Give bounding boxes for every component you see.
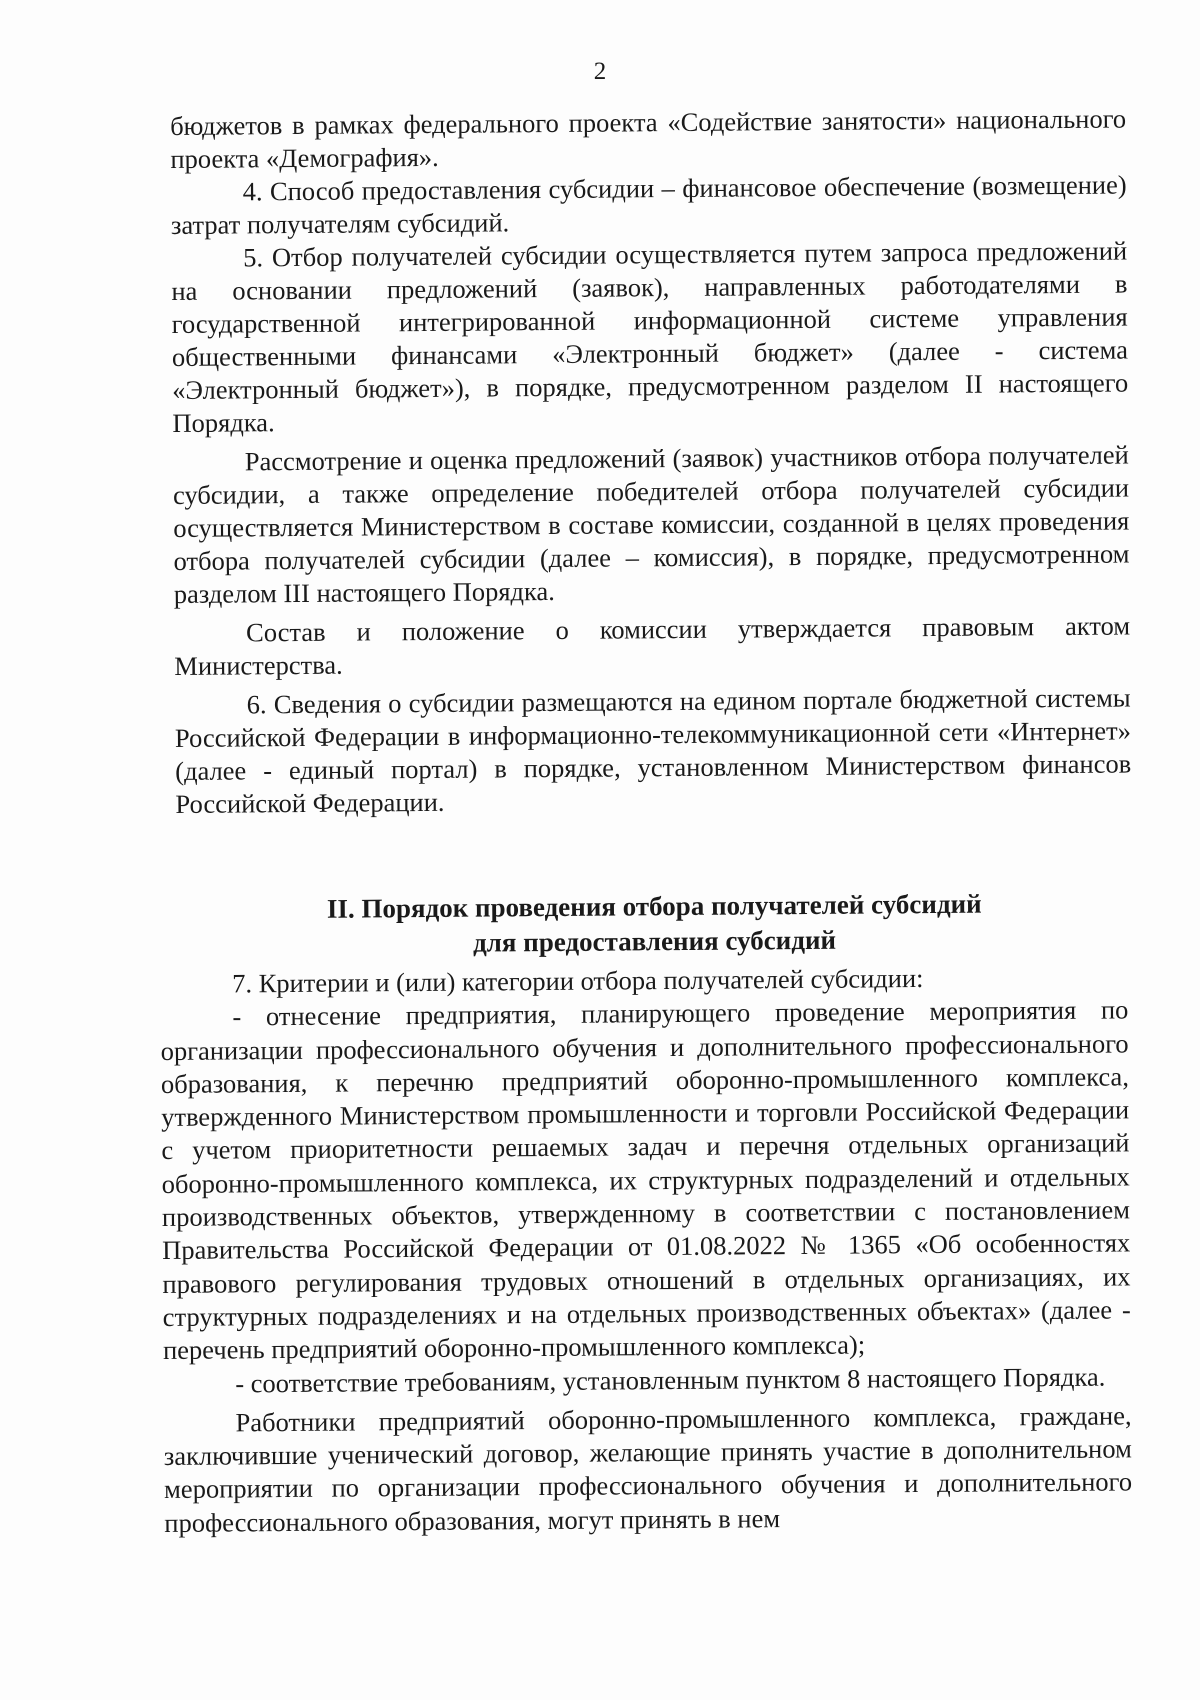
paragraph-item-5: 5. Отбор получателей субсидии осуществляется путем запроса предложений на основании предложений (заявок), направленных работодателями в государственной интегрированной информационной системе управления общественными финансами «Электронный бюджет» (далее - система «Электронный бюджет»), в порядке, предусмотренном разделом II настоящего Порядка. [171, 235, 1129, 438]
paragraph-criterion-2: - соответствие требованиям, установленным пунктом 8 настоящего Порядка. [235, 1361, 1106, 1398]
document-body-top [170, 102, 1133, 962]
paragraph-review: Рассмотрение и оценка предложений (заявок) участников отбора получателей субсидии, а также определение победителей отбора получателей субсидии осуществляется Министерством в составе комиссии, созданной в целях проведения отбора получателей субсидии (далее – комиссия), в порядке, предусмотренном разделом III настоящего Порядка. [172, 439, 1130, 609]
page-number: 2 [593, 58, 607, 85]
section-heading-line-1: II. Порядок проведения отбора получателей субсидий [326, 888, 982, 924]
paragraph-continuation: бюджетов в рамках федерального проекта «Содействие занятости» национального проекта «Демография». [170, 103, 1127, 174]
section-heading [176, 885, 1133, 963]
paragraph-employees: Работники предприятий оборонно-промышленного комплекса, граждане, заключившие ученический договор, желающие принять участие в дополнительном мероприятии по организации профессионального обучения и дополнительного профессионального образования, могут принять в нем [163, 1400, 1133, 1538]
paragraph-item-7: 7. Критерии и (или) категории отбора получателей субсидии: [232, 963, 924, 999]
document-body-bottom [160, 960, 1132, 1540]
section-heading-line-2: для предоставления субсидий [472, 924, 837, 958]
paragraph-item-4: 4. Способ предоставления субсидии – финансовое обеспечение (возмещение) затрат получателям субсидий. [170, 169, 1127, 240]
paragraph-commission: Состав и положение о комиссии утверждается правовым актом Министерства. [174, 610, 1131, 681]
paragraph-criterion-1: - отнесение предприятия, планирующего проведение мероприятия по организации профессионального обучения и дополнительного профессионального образования, к перечню предприятий оборонно-промышленного комплекса, утвержденного Министерством промышленности и торговли Российской Федерации с учетом приоритетности решаемых задач и перечня отдельных организаций оборонно-промышленного комплекса, их структурных подразделений и отдельных производственных объектов, утвержденному в соответствии с постановлением Правительства Российской Федерации от 01.08.2022 № 1365 «Об особенностях правового регулирования трудовых отношений в отдельных организациях, их структурных подразделениях и на отдельных производственных объектах» (далее - перечень предприятий оборонно-промышленного комплекса); [160, 994, 1131, 1366]
paragraph-item-6: 6. Сведения о субсидии размещаются на едином портале бюджетной системы Российской Федерации в информационно-телекоммуникационной сети «Интернет» (далее - единый портал) в порядке, установленном Министерством финансов Российской Федерации. [174, 682, 1132, 819]
